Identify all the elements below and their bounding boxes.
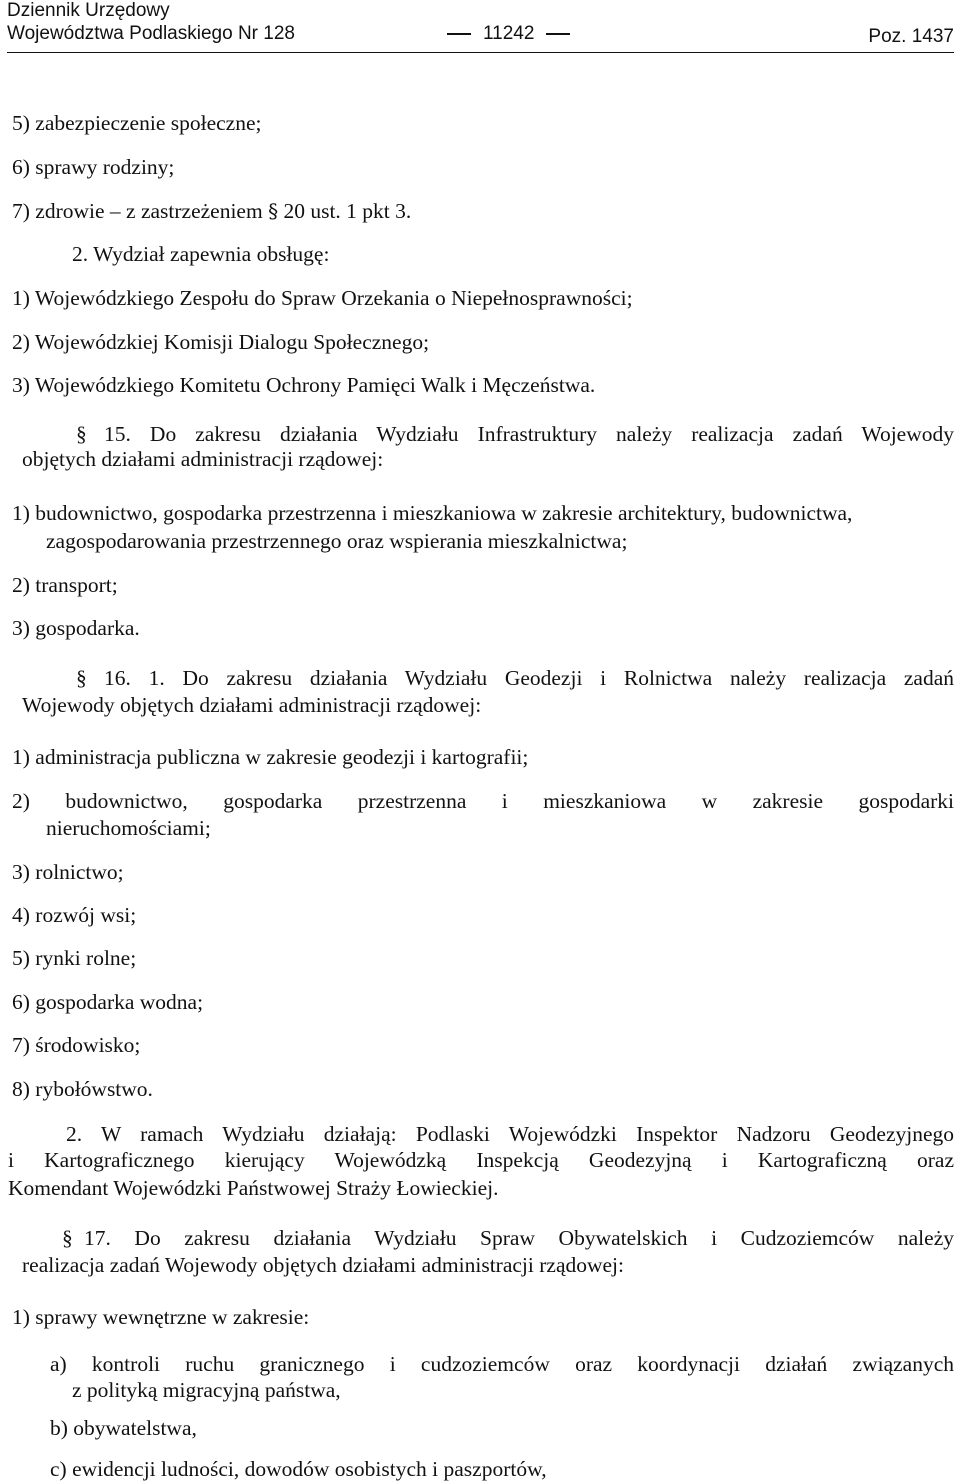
section-text: objętych działami administracji rządowej: <box>22 447 384 471</box>
section-text: Wojewody objętych działami administracji rządowej: <box>22 693 482 717</box>
list-item: 2) Wojewódzkiej Komisji Dialogu Społecznego; <box>12 330 430 354</box>
section-text: realizacja zadań Wojewody objętych działami administracji rządowej: <box>22 1253 624 1277</box>
list-item: 3) rolnictwo; <box>12 860 124 884</box>
list-item: 1) administracja publiczna w zakresie geodezji i kartografii; <box>12 745 529 769</box>
list-item: 2) transport; <box>12 573 118 597</box>
list-item: 8) rybołówstwo. <box>12 1077 153 1101</box>
list-item: 6) sprawy rodziny; <box>12 155 175 179</box>
paragraph-text: i Kartograficznego kierujący Wojewódzką Inspekcją Geodezyjną i Kartograficzną oraz <box>8 1148 954 1172</box>
section-sign: § <box>76 422 87 446</box>
list-item: 3) Wojewódzkiego Komitetu Ochrony Pamięci Walk i Męczeństwa. <box>12 373 596 397</box>
list-item: 6) gospodarka wodna; <box>12 990 204 1014</box>
list-item: 1) budownictwo, gospodarka przestrzenna i mieszkaniowa w zakresie architektury, budownictwa, <box>12 501 853 525</box>
list-item: 5) rynki rolne; <box>12 946 137 970</box>
section-text: 15. Do zakresu działania Wydziału Infrastruktury należy realizacja zadań Wojewody <box>104 422 954 446</box>
sub-list-item-continuation: z polityką migracyjną państwa, <box>72 1378 341 1402</box>
sub-list-item: a) kontroli ruchu granicznego i cudzoziemców oraz koordynacji działań związanych <box>50 1352 954 1376</box>
list-item: 2) budownictwo, gospodarka przestrzenna i mieszkaniowa w zakresie gospodarki <box>12 789 954 813</box>
page-number: 11242 <box>483 23 535 44</box>
list-item-continuation: zagospodarowania przestrzennego oraz wspierania mieszkalnictwa; <box>46 529 628 553</box>
publication-title-line1: Dziennik Urzędowy <box>7 0 170 21</box>
list-item: 3) gospodarka. <box>12 616 140 640</box>
publication-title-line2: Województwa Podlaskiego Nr 128 <box>7 23 295 44</box>
list-item: 4) rozwój wsi; <box>12 903 137 927</box>
paragraph-heading: 2. Wydział zapewnia obsługę: <box>72 242 330 266</box>
section-text: 17. Do zakresu działania Wydziału Spraw Obywatelskich i Cudzoziemców należy <box>84 1226 954 1250</box>
list-item: 7) środowisko; <box>12 1033 141 1057</box>
section-text: 16. 1. Do zakresu działania Wydziału Geodezji i Rolnictwa należy realizacja zadań <box>104 666 954 690</box>
paragraph-text: Komendant Wojewódzki Państwowej Straży Łowieckiej. <box>8 1176 499 1200</box>
sub-list-item: c) ewidencji ludności, dowodów osobistych i paszportów, <box>50 1457 547 1481</box>
position-number: Poz. 1437 <box>868 26 954 47</box>
sub-list-item: b) obywatelstwa, <box>50 1416 197 1440</box>
list-item: 7) zdrowie – z zastrzeżeniem § 20 ust. 1 pkt 3. <box>12 199 412 223</box>
list-item: 1) Wojewódzkiego Zespołu do Spraw Orzekania o Niepełnosprawności; <box>12 286 633 310</box>
section-sign: § <box>62 1226 73 1250</box>
section-sign: § <box>76 666 87 690</box>
paragraph-text: 2. W ramach Wydziału działają: Podlaski Wojewódzki Inspektor Nadzoru Geodezyjnego <box>66 1122 954 1146</box>
list-item: 5) zabezpieczenie społeczne; <box>12 111 262 135</box>
list-item-continuation: nieruchomościami; <box>46 816 211 840</box>
list-item: 1) sprawy wewnętrzne w zakresie: <box>12 1305 310 1329</box>
section-sign: § <box>268 199 279 223</box>
